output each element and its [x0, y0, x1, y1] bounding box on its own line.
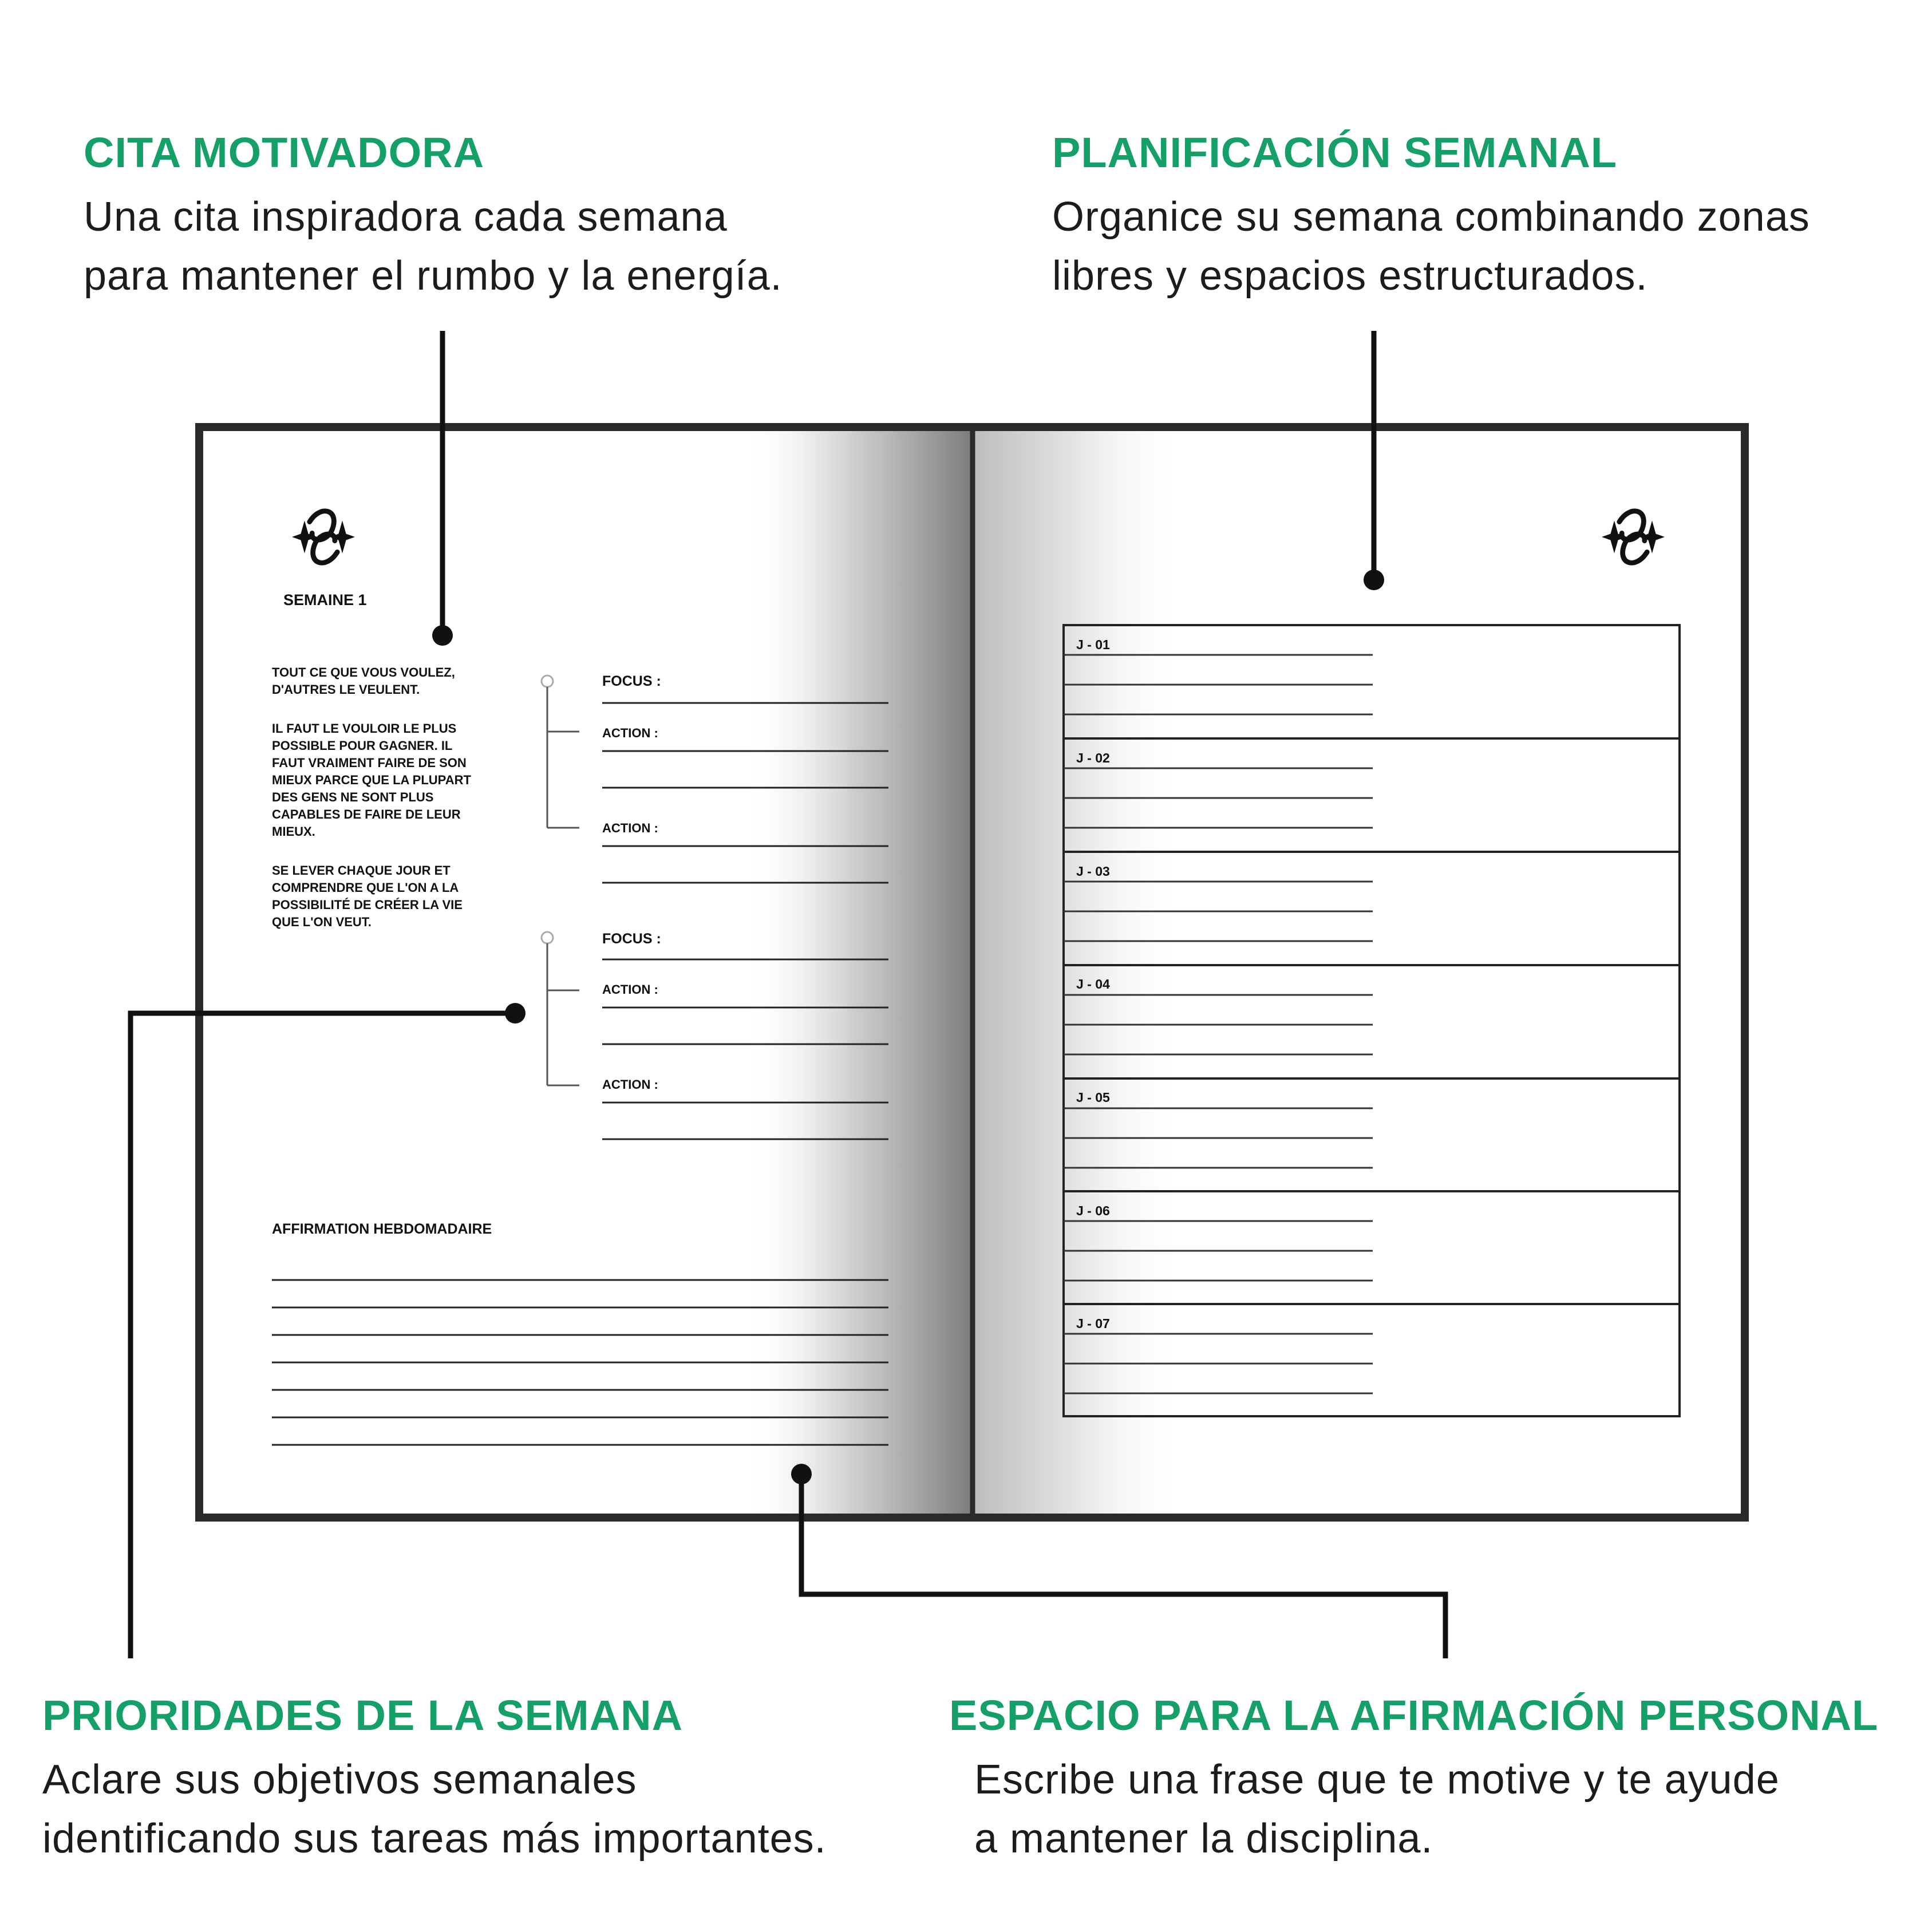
callout-desc-line: libres y espacios estructurados.: [1052, 253, 1648, 299]
focus-label: FOCUS :: [602, 673, 661, 689]
affirmation-label: AFFIRMATION HEBDOMADAIRE: [272, 1221, 492, 1237]
callout-desc-line: Organice su semana combinando zonas: [1052, 194, 1810, 240]
quote-line: IL FAUT LE VOULOIR LE PLUS: [272, 721, 457, 736]
day-label: J - 02: [1076, 750, 1110, 765]
connector-dot: [791, 1464, 812, 1484]
callout-desc-line: Aclare sus objetivos semanales: [42, 1757, 637, 1803]
gutter-shadow-left: [744, 427, 973, 1518]
quote-line: MIEUX PARCE QUE LA PLUPART: [272, 773, 471, 787]
callout-title: CITA MOTIVADORA: [84, 129, 485, 176]
day-label: J - 04: [1076, 977, 1110, 991]
action-label: ACTION :: [602, 1077, 658, 1092]
focus-bullet-icon: [542, 675, 553, 687]
callout-desc-line: identificando sus tareas más importantes.: [42, 1816, 827, 1862]
quote-line: COMPRENDRE QUE L'ON A LA: [272, 880, 459, 895]
connector-dot: [432, 625, 453, 646]
day-label: J - 03: [1076, 864, 1110, 879]
action-label: ACTION :: [602, 982, 658, 997]
day-label: J - 05: [1076, 1090, 1110, 1105]
quote-line: POSSIBILITÉ DE CRÉER LA VIE: [272, 898, 463, 912]
quote-line: POSSIBLE POUR GAGNER. IL: [272, 738, 453, 753]
quote-line: CAPABLES DE FAIRE DE LEUR: [272, 807, 461, 821]
callout-title: PRIORIDADES DE LA SEMANA: [42, 1692, 683, 1739]
quote-line: TOUT CE QUE VOUS VOULEZ,: [272, 665, 455, 679]
gutter-shadow-right: [973, 427, 1185, 1518]
action-label: ACTION :: [602, 821, 658, 835]
callout-desc-line: a mantener la disciplina.: [974, 1816, 1433, 1862]
focus-bullet-icon: [542, 932, 553, 943]
day-label: J - 06: [1076, 1203, 1110, 1218]
week-label: SEMAINE 1: [283, 591, 367, 609]
quote-line: FAUT VRAIMENT FAIRE DE SON: [272, 756, 467, 770]
connector-dot: [505, 1003, 526, 1024]
day-label: J - 01: [1076, 637, 1110, 652]
focus-label: FOCUS :: [602, 931, 661, 947]
callout-title: PLANIFICACIÓN SEMANAL: [1052, 129, 1618, 176]
action-label: ACTION :: [602, 726, 658, 740]
quote-line: SE LEVER CHAQUE JOUR ET: [272, 863, 451, 878]
quote-line: QUE L'ON VEUT.: [272, 915, 372, 929]
quote-line: D'AUTRES LE VEULENT.: [272, 682, 420, 697]
callout-desc-line: para mantener el rumbo y la energía.: [84, 253, 783, 299]
quote-line: DES GENS NE SONT PLUS: [272, 790, 434, 804]
day-label: J - 07: [1076, 1316, 1110, 1331]
connector-dot: [1364, 570, 1384, 590]
callout-desc-line: Escribe una frase que te motive y te ayude: [974, 1757, 1780, 1803]
quote-line: MIEUX.: [272, 824, 315, 839]
callout-title: ESPACIO PARA LA AFIRMACIÓN PERSONAL: [949, 1692, 1879, 1739]
callout-desc-line: Una cita inspiradora cada semana: [84, 194, 728, 240]
